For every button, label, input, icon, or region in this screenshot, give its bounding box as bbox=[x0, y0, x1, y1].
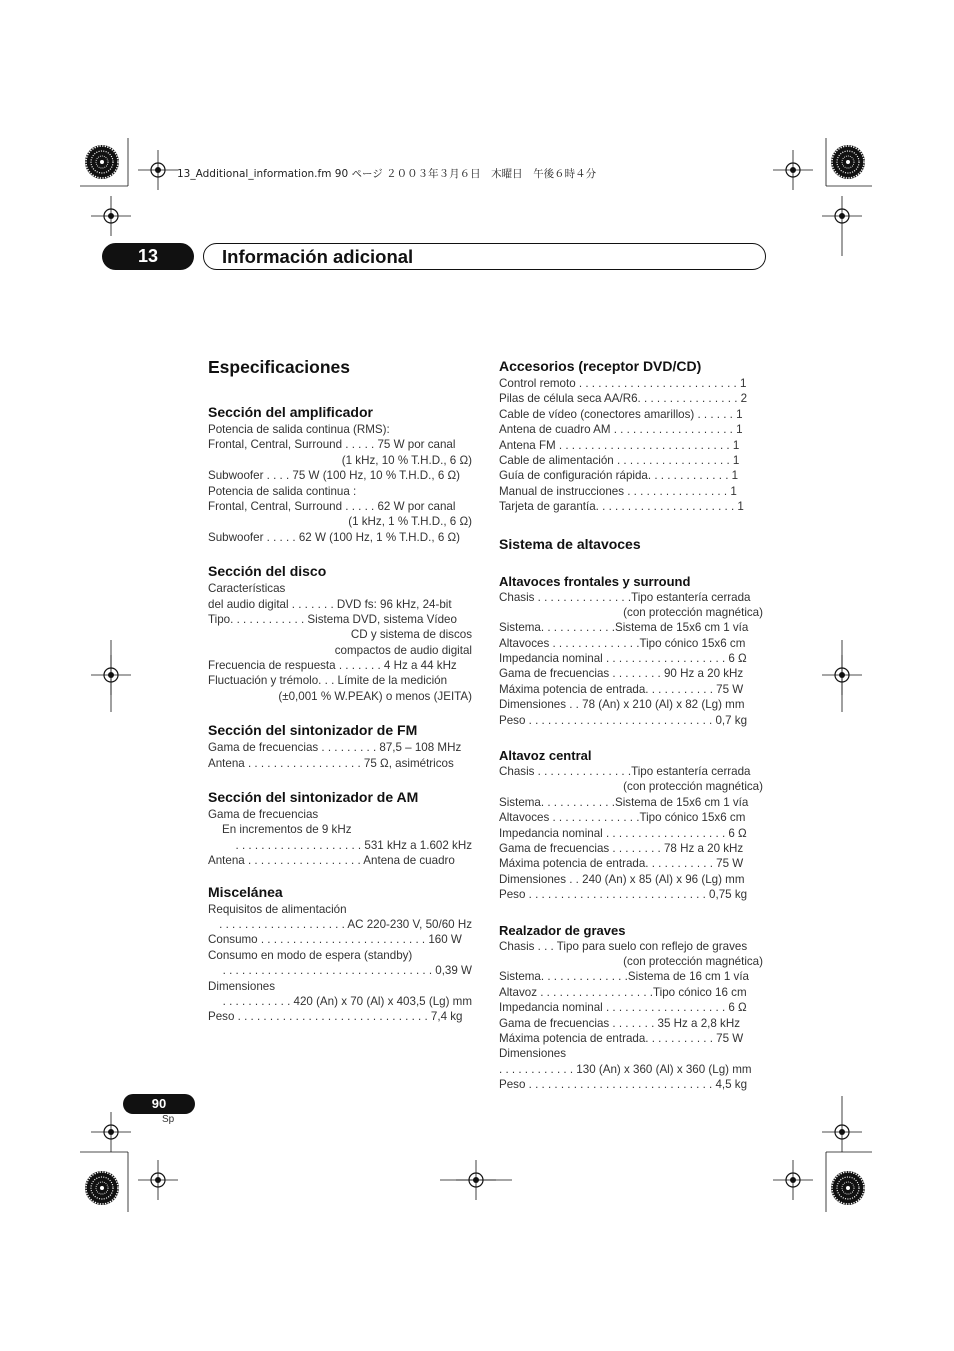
spec-line: Gama de frecuencias . . . . . . . . . 87,5 – 108 MHz bbox=[208, 741, 462, 755]
spec-line: Máxima potencia de entrada. . . . . . . . . . . 75 W bbox=[499, 1031, 744, 1045]
center-speaker-title: Altavoz central bbox=[499, 748, 592, 764]
spec-line: (con protección magnética) bbox=[623, 780, 763, 794]
spec-line: Impedancia nominal . . . . . . . . . . . . . . . . . . . 6 Ω bbox=[499, 1001, 747, 1015]
spec-line: Frontal, Central, Surround . . . . . 75 W por canal bbox=[208, 438, 456, 452]
spec-line: Antena de cuadro AM . . . . . . . . . . . . . . . . . . . 1 bbox=[499, 423, 743, 437]
spec-line: Frontal, Central, Surround . . . . . 62 W por canal bbox=[208, 499, 456, 513]
spec-line: Altavoces . . . . . . . . . . . . . .Tipo cónico 15x6 cm bbox=[499, 636, 746, 650]
spec-line: Requisitos de alimentación bbox=[208, 902, 347, 916]
spec-line: Dimensiones bbox=[208, 979, 276, 993]
spec-line: Gama de frecuencias bbox=[208, 808, 319, 822]
am-title: Sección del sintonizador de AM bbox=[208, 789, 419, 806]
spec-line: Antena FM . . . . . . . . . . . . . . . . . . . . . . . . . . . 1 bbox=[499, 438, 740, 452]
spec-line: Subwoofer . . . . . 62 W (100 Hz, 1 % T.H.D., 6 Ω) bbox=[208, 530, 461, 544]
spec-line: Chasis . . . Tipo para suelo con reflejo de graves bbox=[499, 939, 748, 953]
spec-line: Subwoofer . . . . 75 W (100 Hz, 10 % T.H.D., 6 Ω) bbox=[208, 469, 461, 483]
amp-title: Sección del amplificador bbox=[208, 404, 373, 420]
spec-line: Máxima potencia de entrada. . . . . . . . . . . 75 W bbox=[499, 682, 744, 696]
spec-line: Impedancia nominal . . . . . . . . . . . . . . . . . . . 6 Ω bbox=[499, 652, 747, 666]
spec-line: Peso . . . . . . . . . . . . . . . . . . . . . . . . . . . . . . 7,4 kg bbox=[208, 1010, 463, 1024]
spec-line: Peso . . . . . . . . . . . . . . . . . . . . . . . . . . . . . 0,7 kg bbox=[499, 713, 748, 727]
spec-line: Peso . . . . . . . . . . . . . . . . . . . . . . . . . . . . 0,75 kg bbox=[499, 888, 748, 902]
spec-line: Altavoz . . . . . . . . . . . . . . . . . .Tipo cónico 16 cm bbox=[499, 985, 747, 999]
spec-line: Características bbox=[208, 582, 286, 596]
spec-line: . . . . . . . . . . . 420 (An) x 70 (Al) x 403,5 (Lg) mm bbox=[222, 994, 472, 1008]
spec-line: Dimensiones bbox=[499, 1047, 567, 1061]
spec-line: Altavoces . . . . . . . . . . . . . .Tipo cónico 15x6 cm bbox=[499, 811, 746, 825]
spec-line: Chasis . . . . . . . . . . . . . . .Tipo estantería cerrada bbox=[499, 590, 751, 604]
spec-line: Gama de frecuencias . . . . . . . . 90 Hz a 20 kHz bbox=[499, 667, 744, 681]
spec-line: Sistema. . . . . . . . . . . .Sistema de 15x6 cm 1 vía bbox=[499, 795, 749, 809]
misc-title: Miscelánea bbox=[208, 883, 283, 900]
spec-line: Cable de vídeo (conectores amarillos) . . . . . . 1 bbox=[499, 407, 743, 421]
spec-line: Sistema. . . . . . . . . . . . . .Sistema de 16 cm 1 vía bbox=[499, 970, 749, 984]
page-number: 90 bbox=[123, 1094, 195, 1114]
spec-line: (con protección magnética) bbox=[623, 954, 763, 968]
spec-line: Consumo en modo de espera (standby) bbox=[208, 948, 413, 962]
spec-line: CD y sistema de discos bbox=[350, 628, 472, 642]
spec-line: Control remoto . . . . . . . . . . . . . . . . . . . . . . . . . 1 bbox=[499, 377, 747, 390]
chapter-number: 13 bbox=[102, 243, 194, 270]
spec-line: Cable de alimentación . . . . . . . . . . . . . . . . . . 1 bbox=[499, 453, 740, 467]
spec-line: compactos de audio digital bbox=[334, 643, 472, 657]
section-title: Especificaciones bbox=[208, 357, 351, 377]
spec-line: . . . . . . . . . . . . . . . . . . . . 531 kHz a 1.602 kHz bbox=[235, 838, 472, 852]
language-code: Sp bbox=[162, 1114, 175, 1125]
right-column bbox=[499, 357, 763, 1092]
left-column bbox=[208, 355, 472, 1025]
spec-line: Antena . . . . . . . . . . . . . . . . . . Antena de cuadro bbox=[208, 854, 455, 868]
spec-line: del audio digital . . . . . . . DVD fs: 96 kHz, 24-bit bbox=[208, 597, 452, 611]
spec-line: En incrementos de 9 kHz bbox=[222, 823, 352, 837]
front-speakers-title: Altavoces frontales y surround bbox=[499, 573, 691, 589]
accessories-title: Accesorios (receptor DVD/CD) bbox=[499, 358, 702, 374]
spec-line: . . . . . . . . . . . . . . . . . . . . AC 220-230 V, 50/60 Hz bbox=[219, 917, 472, 931]
chapter-title: Información adicional bbox=[222, 246, 414, 267]
spec-line: Antena . . . . . . . . . . . . . . . . . . 75 Ω, asimétricos bbox=[208, 756, 454, 770]
spec-line: Pilas de célula seca AA/R6. . . . . . . . . . . . . . . . 2 bbox=[499, 392, 748, 406]
spec-line: Impedancia nominal . . . . . . . . . . . . . . . . . . . 6 Ω bbox=[499, 826, 747, 840]
spec-line: (1 kHz, 10 % T.H.D., 6 Ω) bbox=[341, 453, 472, 467]
spec-line: . . . . . . . . . . . . 130 (An) x 360 (Al) x 360 (Lg) mm bbox=[499, 1062, 752, 1076]
spec-line: Gama de frecuencias . . . . . . . . 78 Hz a 20 kHz bbox=[499, 841, 744, 855]
spec-line: Tarjeta de garantía. . . . . . . . . . . . . . . . . . . . . . 1 bbox=[499, 500, 744, 514]
disc-title: Sección del disco bbox=[208, 563, 327, 580]
spec-line: Peso . . . . . . . . . . . . . . . . . . . . . . . . . . . . . 4,5 kg bbox=[499, 1078, 748, 1092]
spec-line: Tipo. . . . . . . . . . . . Sistema DVD, sistema Vídeo bbox=[208, 612, 457, 626]
spec-line: Frecuencia de respuesta . . . . . . . 4 Hz a 44 kHz bbox=[208, 659, 457, 673]
spec-line: (con protección magnética) bbox=[623, 605, 763, 619]
spec-line: Potencia de salida continua : bbox=[208, 484, 357, 498]
spec-line: (1 kHz, 1 % T.H.D., 6 Ω) bbox=[348, 515, 472, 529]
fm-title: Sección del sintonizador de FM bbox=[208, 722, 418, 739]
speakers-title: Sistema de altavoces bbox=[499, 535, 641, 552]
spec-line: Dimensiones . . 240 (An) x 85 (Al) x 96 (Lg) mm bbox=[499, 872, 745, 886]
spec-line: Manual de instrucciones . . . . . . . . . . . . . . . . 1 bbox=[499, 484, 737, 498]
spec-line: Potencia de salida continua (RMS): bbox=[208, 423, 390, 436]
spec-line: Sistema. . . . . . . . . . . .Sistema de 15x6 cm 1 vía bbox=[499, 621, 749, 635]
subwoofer-title: Realzador de graves bbox=[499, 922, 626, 938]
spec-line: Consumo . . . . . . . . . . . . . . . . . . . . . . . . . . 160 W bbox=[208, 933, 462, 947]
spec-line: Guía de configuración rápida. . . . . . . . . . . . . 1 bbox=[499, 469, 739, 483]
spec-line: Dimensiones . . 78 (An) x 210 (Al) x 82 (Lg) mm bbox=[499, 698, 745, 712]
file-info-header: 13_Additional_information.fm 90 ページ ２００３年３月６日 木曜日 午後６時４分 bbox=[177, 168, 597, 180]
spec-line: Fluctuación y trémolo. . . Límite de la medición bbox=[208, 674, 448, 688]
spec-line: Máxima potencia de entrada. . . . . . . . . . . 75 W bbox=[499, 857, 744, 871]
spec-line: Chasis . . . . . . . . . . . . . . .Tipo estantería cerrada bbox=[499, 765, 751, 779]
spec-line: Gama de frecuencias . . . . . . . 35 Hz a 2,8 kHz bbox=[499, 1016, 740, 1030]
spec-line: . . . . . . . . . . . . . . . . . . . . . . . . . . . . . . . . . 0,39 W bbox=[222, 964, 472, 978]
spec-line: (±0,001 % W.PEAK) o menos (JEITA) bbox=[278, 689, 472, 703]
